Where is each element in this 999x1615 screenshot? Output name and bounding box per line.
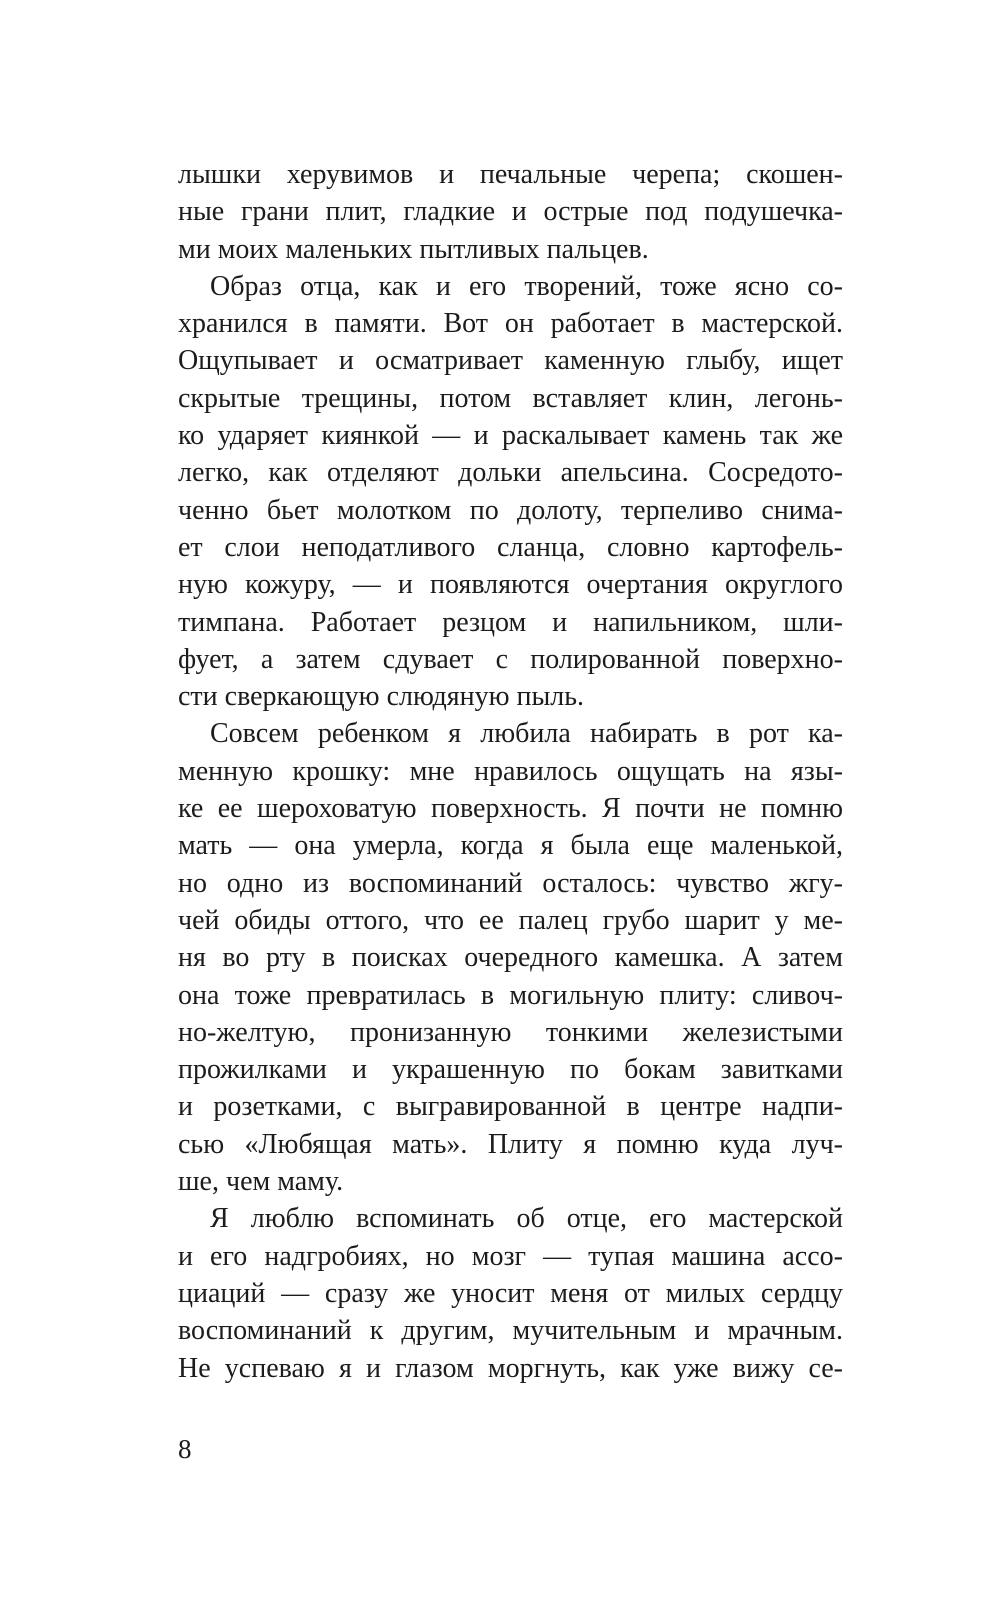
text-line: ко ударяет киянкой — и раскалывает камень так же xyxy=(178,420,843,452)
text-line: она тоже превратилась в могильную плиту: сливоч- xyxy=(178,979,843,1011)
text-line: ня во рту в поисках очередного камешка. А затем xyxy=(178,942,843,974)
text-line: ке ее шероховатую поверхность. Я почти не помню xyxy=(178,793,843,825)
text-line: лышки херувимов и печальные черепа; скошен- xyxy=(178,159,843,190)
text-line: Ощупывает и осматривает каменную глыбу, ищет xyxy=(178,345,843,377)
text-line: чей обиды оттого, что ее палец грубо шарит у ме- xyxy=(178,904,843,936)
text-line: менную крошку: мне нравилось ощущать на язы- xyxy=(178,755,843,787)
paragraph-first-line: Образ отца, как и его творений, тоже ясно со- xyxy=(210,270,843,302)
paragraph-first-line: Совсем ребенком я любила набирать в рот ка- xyxy=(210,718,843,750)
text-line: легко, как отделяют дольки апельсина. Сосредото- xyxy=(178,457,843,489)
text-line: Не успеваю я и глазом моргнуть, как уже вижу се- xyxy=(178,1352,843,1384)
text-line: фует, а затем сдувает с полированной поверхно- xyxy=(178,643,843,675)
body-text xyxy=(178,156,843,1387)
paragraph-first-line: Я люблю вспоминать об отце, его мастерской xyxy=(210,1203,843,1235)
text-line: воспоминаний к другим, мучительным и мрачным. xyxy=(178,1315,843,1347)
text-line: ми моих маленьких пытливых пальцев. xyxy=(178,233,649,265)
text-line: прожилками и украшенную по бокам завитками xyxy=(178,1054,843,1086)
text-line: и розетками, с выгравированной в центре надпи- xyxy=(178,1091,843,1123)
text-line: сти сверкающую слюдяную пыль. xyxy=(178,681,585,713)
text-line: сью «Любящая мать». Плиту я помню куда луч- xyxy=(178,1128,843,1160)
text-line: ченно бьет молотком по долоту, терпеливо снима- xyxy=(178,494,843,526)
text-line: но-желтую, пронизанную тонкими железистыми xyxy=(178,1016,843,1048)
text-line: мать — она умерла, когда я была еще маленькой, xyxy=(178,830,843,862)
page-number: 8 xyxy=(178,1434,192,1464)
text-line: циаций — сразу же уносит меня от милых сердцу xyxy=(178,1277,843,1309)
text-line: ет слои неподатливого сланца, словно картофель- xyxy=(178,531,843,563)
text-line: тимпана. Работает резцом и напильником, шли- xyxy=(178,606,843,638)
text-line: ные грани плит, гладкие и острые под подушечка- xyxy=(178,196,843,228)
text-line: хранился в памяти. Вот он работает в мастерской. xyxy=(178,308,843,340)
text-line: и его надгробиях, но мозг — тупая машина ассо- xyxy=(178,1240,843,1272)
text-line: ше, чем маму. xyxy=(178,1166,344,1198)
text-line: но одно из воспоминаний осталось: чувство жгу- xyxy=(178,867,843,899)
text-line: скрытые трещины, потом вставляет клин, легонь- xyxy=(178,382,843,414)
text-line: ную кожуру, — и появляются очертания округлого xyxy=(178,569,843,601)
